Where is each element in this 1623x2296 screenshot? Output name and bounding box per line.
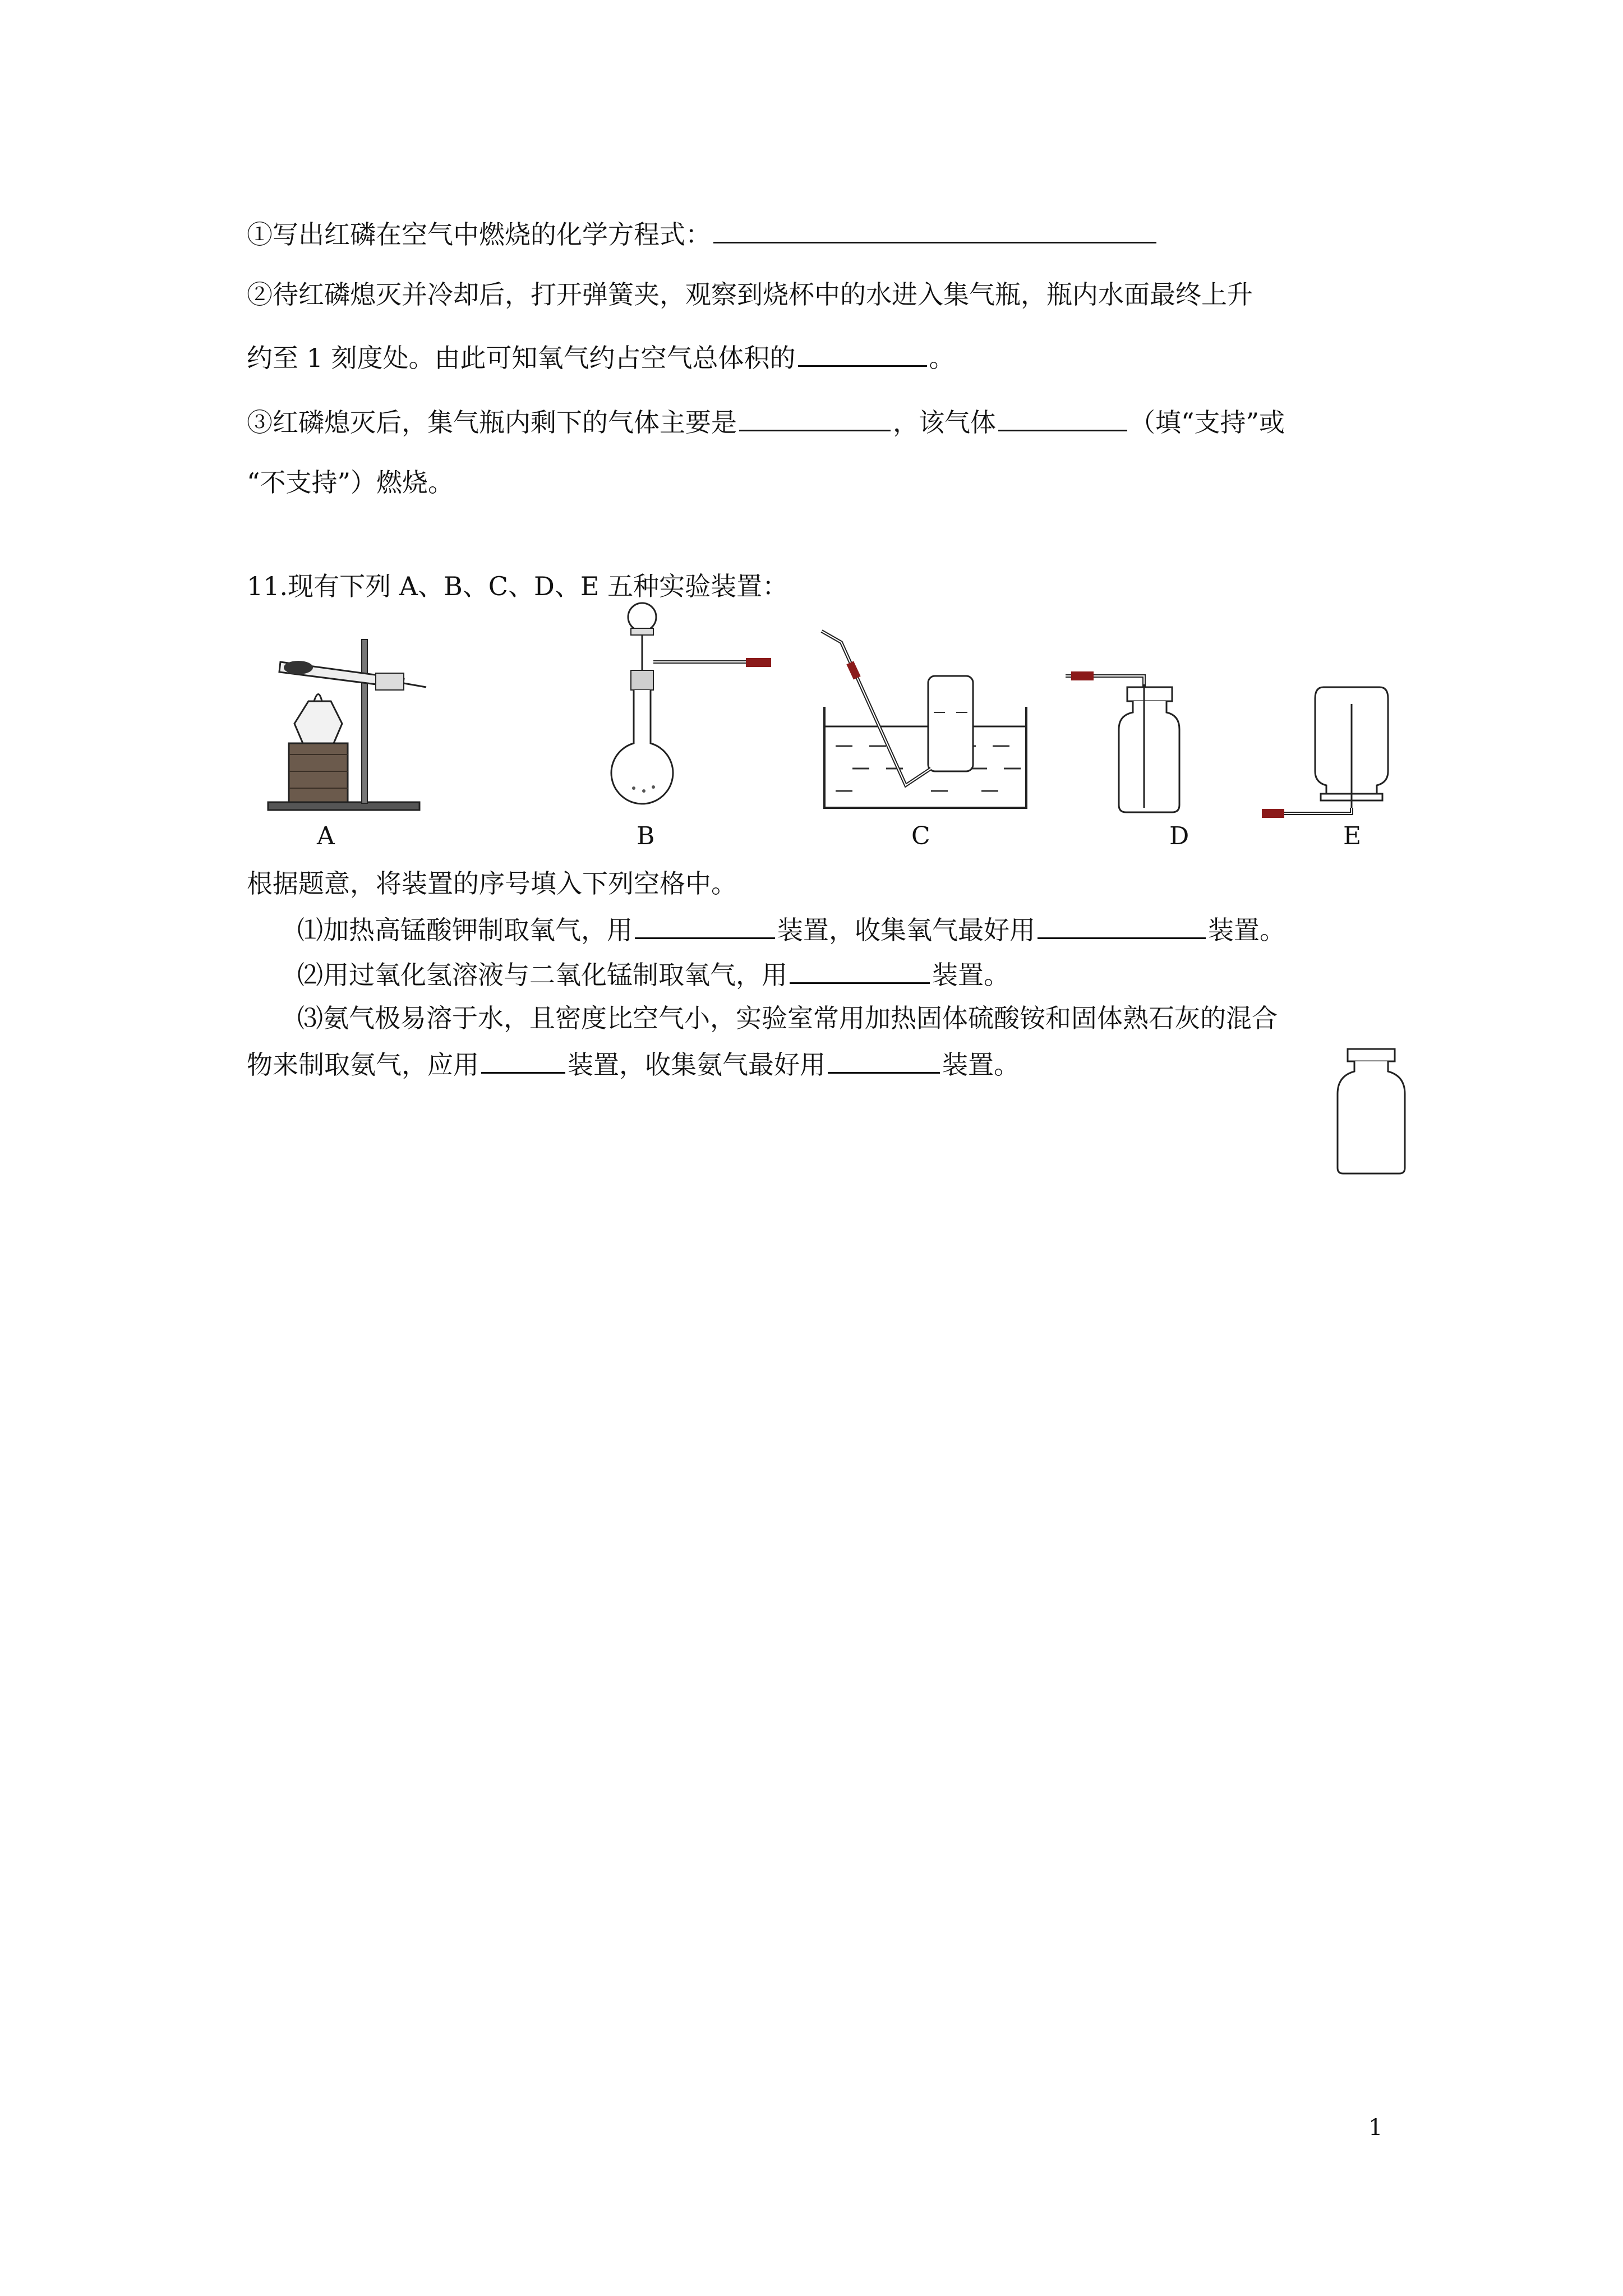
question-11-text: 11.现有下列 A、B、C、D、E 五种实验装置： bbox=[247, 571, 789, 601]
question-1 bbox=[247, 216, 1159, 251]
sub-question-1 bbox=[297, 912, 1285, 947]
label-c: C bbox=[911, 822, 930, 850]
apparatus-a-heating-setup bbox=[264, 634, 432, 813]
question-3-post: （填“支持”或 bbox=[1129, 407, 1285, 438]
sub-question-1-post: 装置。 bbox=[1208, 915, 1285, 945]
answer-blank[interactable] bbox=[635, 912, 775, 939]
sub-question-3a bbox=[297, 1001, 1278, 1035]
question-3-mid: ，该气体 bbox=[893, 407, 996, 438]
sub-question-1-mid: 装置，收集氧气最好用 bbox=[777, 915, 1035, 945]
apparatus-e-inverted-bottle bbox=[1256, 682, 1408, 819]
instruction-text: 根据题意，将装置的序号填入下列空格中。 bbox=[247, 868, 737, 899]
answer-blank[interactable] bbox=[1038, 912, 1206, 939]
label-a: A bbox=[317, 822, 335, 850]
instruction bbox=[247, 867, 737, 900]
question-1-text: ①写出红磷在空气中燃烧的化学方程式： bbox=[247, 219, 711, 250]
question-3b-text: “不支持”）燃烧。 bbox=[247, 467, 454, 498]
question-2b-end: 。 bbox=[929, 343, 955, 373]
answer-blank[interactable] bbox=[998, 404, 1127, 431]
question-2b bbox=[247, 339, 955, 375]
label-b: B bbox=[637, 822, 655, 850]
answer-blank[interactable] bbox=[481, 1046, 565, 1074]
sub-question-3b-mid: 装置，收集氨气最好用 bbox=[568, 1050, 826, 1080]
sub-question-3b-text: 物来制取氨气，应用 bbox=[247, 1050, 479, 1080]
question-2b-text: 约至 1 刻度处。由此可知氧气约占空气总体积的 bbox=[247, 343, 796, 373]
question-3b bbox=[247, 466, 454, 499]
sub-question-2-text: ⑵用过氧化氢溶液与二氧化锰制取氧气，用 bbox=[297, 960, 787, 990]
sub-question-3b-post: 装置。 bbox=[942, 1050, 1020, 1080]
answer-blank[interactable] bbox=[790, 956, 930, 984]
apparatus-d-gas-bottle bbox=[1060, 668, 1200, 813]
label-d: D bbox=[1169, 822, 1189, 850]
sub-question-2 bbox=[297, 956, 1009, 992]
answer-blank[interactable] bbox=[739, 404, 891, 431]
sub-question-3b bbox=[247, 1046, 1020, 1082]
sub-question-1-text: ⑴加热高锰酸钾制取氧气，用 bbox=[297, 915, 633, 945]
sub-question-2-post: 装置。 bbox=[932, 960, 1009, 990]
question-2a-text: ②待红磷熄灭并冷却后，打开弹簧夹，观察到烧杯中的水进入集气瓶，瓶内水面最终上升 bbox=[247, 279, 1253, 310]
gas-collecting-bottle bbox=[1332, 1043, 1410, 1178]
answer-blank[interactable] bbox=[798, 339, 927, 367]
apparatus-c-water-trough bbox=[819, 628, 1032, 813]
page-number: 1 bbox=[1368, 2115, 1383, 2141]
question-2a bbox=[247, 278, 1253, 311]
answer-blank[interactable] bbox=[828, 1046, 940, 1074]
question-3 bbox=[247, 404, 1285, 439]
label-e: E bbox=[1343, 822, 1362, 850]
question-3-text: ③红磷熄灭后，集气瓶内剩下的气体主要是 bbox=[247, 407, 737, 438]
answer-blank[interactable] bbox=[713, 216, 1156, 243]
apparatus-b-flask-funnel bbox=[600, 597, 780, 813]
sub-question-3a-text: ⑶氨气极易溶于水，且密度比空气小，实验室常用加热固体硫酸铵和固体熟石灰的混合 bbox=[297, 1003, 1278, 1033]
